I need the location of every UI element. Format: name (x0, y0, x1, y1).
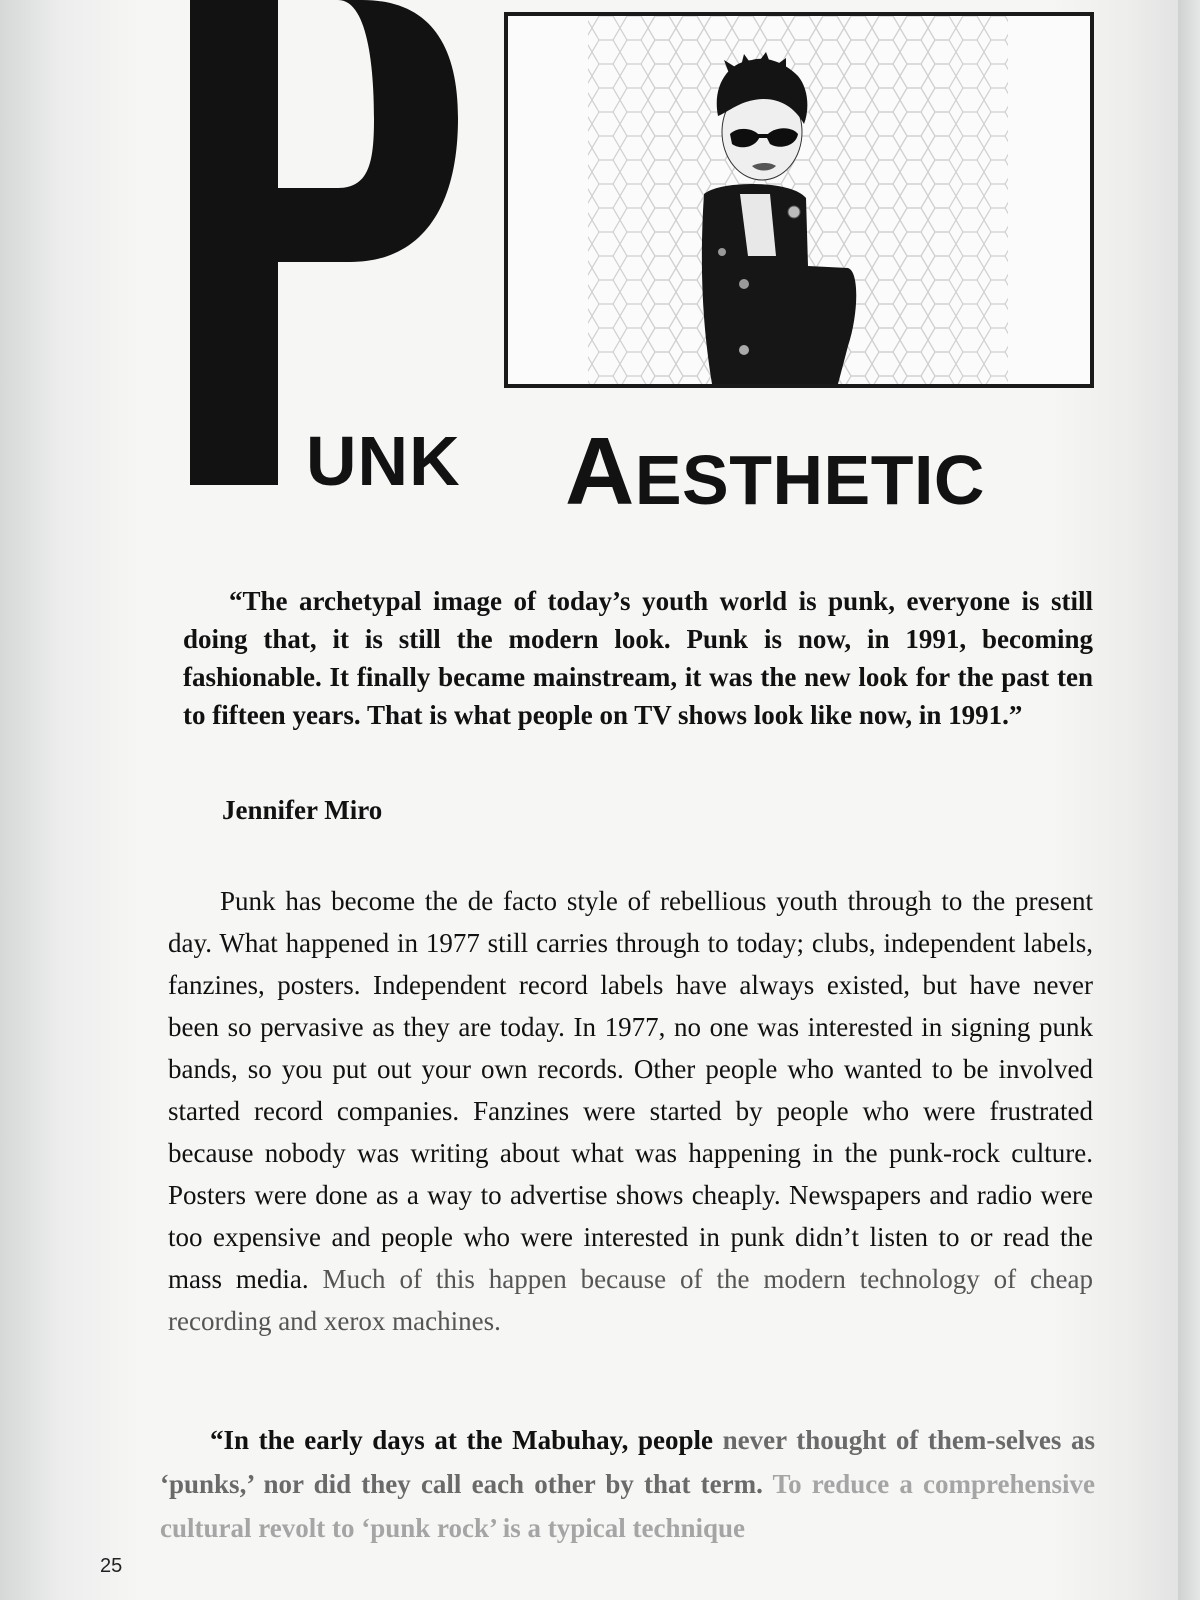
title-word-aesthetic (565, 418, 985, 525)
second-quote-start: “In the early days at the Mabuhay, people (210, 1425, 714, 1455)
drop-cap-graphic (190, 0, 460, 485)
page-number: 25 (100, 1555, 123, 1577)
body-paragraph (168, 880, 1093, 1342)
quote-attribution: Jennifer Miro (222, 795, 383, 825)
opening-quote: “The archetypal image of today’s youth world is punk, everyone is still doing that, it is still the modern look. Punk is now, in 1991, becoming fashionable. It finally became mainstream, it was the new look for the past ten to fifteen years. That is what people on TV shows look like now, in 1991.” (183, 586, 1093, 730)
punk-portrait-photo (504, 12, 1094, 388)
title-word-unk: UNK (306, 422, 461, 500)
portrait-image (508, 16, 1090, 384)
second-quote (160, 1418, 1095, 1550)
second-quote-mid: never thought of them-selves as ‘punks,’ nor did they call each other by that term. (160, 1425, 1095, 1499)
second-quote-end: To reduce a comprehensive cultural revolt to ‘punk rock’ is a typical technique (160, 1469, 1095, 1543)
title-aesthetic-initial: A (565, 418, 635, 525)
body-paragraph-fade: Much of this happen because of the modern technology of cheap recording and xerox machines. (168, 1264, 1093, 1336)
drop-cap-letter (190, 0, 460, 485)
page-gutter (1178, 0, 1200, 1600)
body-paragraph-main: Punk has become the de facto style of rebellious youth through to the present day. What happened in 1977 still carries through to today; clubs, independent labels, fanzines, posters. Independent record labels have always existed, but have never been so pervasive as they are today. In 1977, no one was interested in signing punk bands, so you put out your own records. Other people who wanted to be involved started record companies. Fanzines were started by people who were frustrated because nobody was writing about what was happening in the punk-rock culture. Posters were done as a way to advertise shows cheaply. Newspapers and radio were too expensive and people who were interested in punk didn’t listen to or read the mass media. (168, 886, 1093, 1294)
title-aesthetic-rest: ESTHETIC (634, 441, 985, 519)
